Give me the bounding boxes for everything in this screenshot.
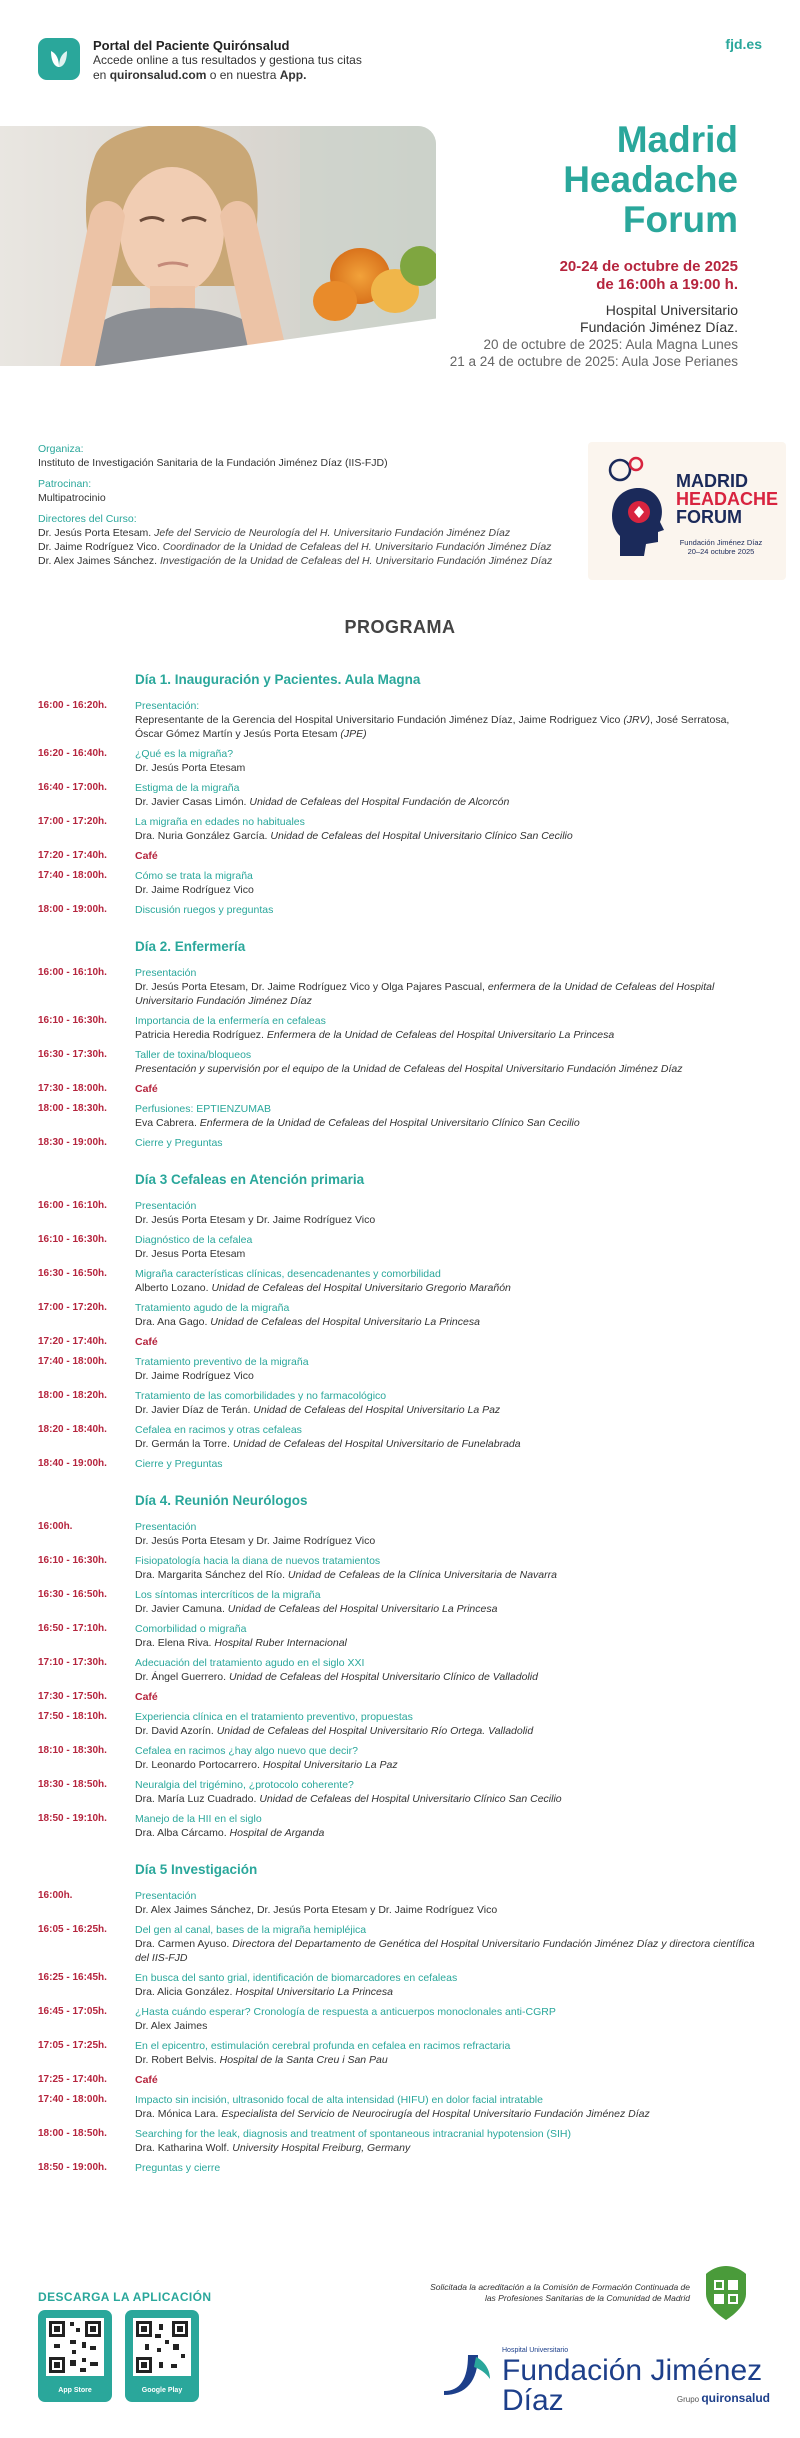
session-title: Experiencia clínica en el tratamiento preventivo, propuestas	[135, 1711, 413, 1723]
session-time: 18:00 - 18:50h.	[38, 2128, 107, 2139]
day-title: Día 5 Investigación	[135, 1862, 258, 1877]
session-title: Cierre y Preguntas	[135, 1458, 223, 1470]
session-time: 16:00 - 16:20h.	[38, 700, 107, 711]
schedule-row	[38, 1082, 758, 1096]
schedule-row	[38, 1423, 758, 1451]
session-speaker: Dra. Katharina Wolf. University Hospital Freiburg, Germany	[135, 2142, 411, 2154]
schedule-row	[38, 1812, 758, 1840]
session-time: 16:00h.	[38, 1521, 73, 1532]
event-title-line2: Headache	[563, 159, 738, 200]
session-time: 16:10 - 16:30h.	[38, 1234, 107, 1245]
programa-heading: PROGRAMA	[344, 617, 456, 637]
schedule-row	[38, 903, 758, 917]
head-silhouette-icon	[606, 456, 672, 566]
session-speaker: Dr. David Azorín. Unidad de Cefaleas del Hospital Universitario Río Ortega. Valladolid	[135, 1725, 534, 1737]
session-speaker: Dr. Jesús Porta Etesam, Dr. Jaime Rodríguez Vico y Olga Pajares Pascual, enfermera de la Unidad de Cefaleas del Hospital Universitario Fundación Jiménez Díaz	[135, 981, 715, 1007]
app-store-qr-button[interactable]	[38, 2310, 112, 2402]
session-time: 17:30 - 18:00h.	[38, 1083, 107, 1094]
event-title-line3: Forum	[622, 199, 738, 240]
session-title: Tratamiento de las comorbilidades y no farmacológico	[135, 1390, 387, 1402]
badge-sub1: Fundación Jiménez Díaz	[679, 538, 763, 547]
session-title: Presentación:	[135, 700, 200, 712]
schedule-row	[38, 869, 758, 897]
patrocinan-label: Patrocinan:	[38, 478, 92, 490]
venue-line1: Hospital Universitario	[605, 302, 738, 318]
session-speaker: Dra. Nuria González García. Unidad de Cefaleas del Hospital Universitario Clínico San Cecilio	[135, 830, 573, 842]
program-day-5	[38, 1862, 758, 2175]
portal-paciente-banner	[38, 38, 362, 83]
google-play-qr-button[interactable]	[125, 2310, 199, 2402]
fjd-site-link[interactable]: fjd.es	[725, 36, 762, 52]
schedule-row	[38, 1048, 758, 1076]
session-time: 16:40 - 17:00h.	[38, 782, 107, 793]
schedule-row	[38, 747, 758, 775]
coffee-break: Café	[135, 850, 158, 862]
schedule-row	[38, 1690, 758, 1704]
session-time: 16:45 - 17:05h.	[38, 2006, 107, 2017]
badge-line3: FORUM	[676, 507, 742, 527]
session-time: 17:50 - 18:10h.	[38, 1711, 107, 1722]
session-speaker: Dra. Carmen Ayuso. Directora del Departamento de Genética del Hospital Universitario Fundación Jiménez Díaz y directora científica del IIS-FJD	[135, 1938, 755, 1964]
session-title: ¿Hasta cuándo esperar? Cronología de respuesta a anticuerpos monoclonales anti-CGRP	[135, 2006, 556, 2018]
session-speaker: Dr. Jaime Rodríguez Vico	[135, 1370, 254, 1382]
session-title: Manejo de la HII en el siglo	[135, 1813, 262, 1825]
session-time: 18:30 - 18:50h.	[38, 1779, 107, 1790]
badge-sub2: 20–24 octubre 2025	[687, 547, 755, 556]
schedule-row	[38, 1301, 758, 1329]
schedule-row	[38, 1335, 758, 1349]
session-speaker: Dr. Jesús Porta Etesam y Dr. Jaime Rodríguez Vico	[135, 1214, 376, 1226]
coffee-break: Café	[135, 1691, 158, 1703]
qr-code-icon	[133, 2318, 191, 2376]
schedule-row	[38, 815, 758, 843]
session-speaker: Dr. Alex Jaimes	[135, 2020, 208, 2032]
quironsalud-link[interactable]: quironsalud.com	[109, 68, 207, 82]
directores-label: Directores del Curso:	[38, 513, 137, 525]
madrid-headache-forum-badge	[588, 442, 786, 580]
qr-code-icon	[46, 2318, 104, 2376]
session-speaker: Dr. Robert Belvis. Hospital de la Santa Creu i San Pau	[135, 2054, 388, 2066]
session-time: 18:10 - 18:30h.	[38, 1745, 107, 1756]
session-title: Searching for the leak, diagnosis and treatment of spontaneous intracranial hypotension (SIH)	[135, 2128, 572, 2140]
schedule-row	[38, 1457, 758, 1471]
session-time: 18:00 - 19:00h.	[38, 904, 107, 915]
patrocinan-value: Multipatrocinio	[38, 492, 106, 504]
session-time: 17:05 - 17:25h.	[38, 2040, 107, 2051]
schedule-row	[38, 1102, 758, 1130]
quironsalud-app-icon	[38, 38, 80, 80]
program-day-1	[38, 672, 758, 917]
session-time: 18:50 - 19:00h.	[38, 2162, 107, 2173]
session-time: 16:10 - 16:30h.	[38, 1015, 107, 1026]
event-hours: de 16:00h a 19:00 h.	[596, 276, 738, 293]
session-speaker: Representante de la Gerencia del Hospital Universitario Fundación Jiménez Díaz, Jaime Rodriguez Vico (JRV), José Serratosa, Óscar Gómez Martín y Jesús Porta Etesam (JPE)	[135, 714, 730, 740]
session-title: Cierre y Preguntas	[135, 1137, 223, 1149]
schedule-row	[38, 1520, 758, 1548]
organiza-value: Instituto de Investigación Sanitaria de la Fundación Jiménez Díaz (IIS-FJD)	[38, 457, 388, 469]
session-title: Impacto sin incisión, ultrasonido focal de alta intensidad (HIFU) en dolor facial intratable	[135, 2094, 543, 2106]
schedule-row	[38, 699, 758, 741]
schedule-row	[38, 1622, 758, 1650]
session-speaker: Dr. Leonardo Portocarrero. Hospital Universitario La Paz	[135, 1759, 398, 1771]
schedule-row	[38, 1389, 758, 1417]
session-time: 18:50 - 19:10h.	[38, 1813, 107, 1824]
session-speaker: Dra. Alba Cárcamo. Hospital de Arganda	[135, 1827, 325, 1839]
session-speaker: Dra. Mónica Lara. Especialista del Servicio de Neurocirugía del Hospital Universitario Fundación Jiménez Díaz	[135, 2108, 650, 2120]
session-title: Presentación	[135, 967, 197, 979]
session-time: 16:00 - 16:10h.	[38, 967, 107, 978]
venue-line4: 21 a 24 de octubre de 2025: Aula Jose Perianes	[449, 354, 738, 369]
schedule-row	[38, 2005, 758, 2033]
session-speaker: Dr. Jesús Porta Etesam	[135, 762, 246, 774]
schedule-row	[38, 1889, 758, 1917]
coffee-break: Café	[135, 1083, 158, 1095]
schedule-row	[38, 1355, 758, 1383]
session-title: Migraña características clínicas, desencadenantes y comorbilidad	[135, 1268, 441, 1280]
session-time: 17:20 - 17:40h.	[38, 850, 107, 861]
schedule-row	[38, 2093, 758, 2121]
session-title: Diagnóstico de la cefalea	[135, 1234, 253, 1246]
session-time: 17:00 - 17:20h.	[38, 816, 107, 827]
badge-line2: HEADACHE	[676, 489, 779, 509]
schedule-row	[38, 849, 758, 863]
organiza-label: Organiza:	[38, 443, 84, 455]
session-speaker: Dra. Elena Riva. Hospital Ruber Internacional	[135, 1637, 347, 1649]
session-time: 16:30 - 17:30h.	[38, 1049, 107, 1060]
schedule-row	[38, 1971, 758, 1999]
day-title: Día 2. Enfermería	[135, 939, 246, 954]
session-title: La migraña en edades no habituales	[135, 816, 305, 828]
app-store-label: App Store	[58, 2387, 92, 2394]
session-time: 16:20 - 16:40h.	[38, 748, 107, 759]
day-title: Día 3 Cefaleas en Atención primaria	[135, 1172, 365, 1187]
session-speaker: Patricia Heredia Rodríguez. Enfermera de la Unidad de Cefaleas del Hospital Universitario La Princesa	[135, 1029, 615, 1041]
schedule-row	[38, 2127, 758, 2155]
schedule-row	[38, 1710, 758, 1738]
session-speaker: Dr. Javier Camuna. Unidad de Cefaleas del Hospital Universitario La Princesa	[135, 1603, 498, 1615]
session-speaker: Dr. Jesus Porta Etesam	[135, 1248, 246, 1260]
director-2: Dr. Jaime Rodríguez Vico. Coordinador de la Unidad de Cefaleas del H. Universitario Fundación Jiménez Díaz	[38, 541, 552, 553]
fjd-name: Fundación Jiménez Díaz	[502, 2354, 763, 2417]
day-title: Día 4. Reunión Neurólogos	[135, 1493, 308, 1508]
download-app-label: DESCARGA LA APLICACIÓN	[38, 2290, 212, 2304]
session-title: En busca del santo grial, identificación de biomarcadores en cefaleas	[135, 1972, 458, 1984]
schedule-row	[38, 2039, 758, 2067]
session-title: Cómo se trata la migraña	[135, 870, 253, 882]
program-day-4	[38, 1493, 758, 1840]
session-time: 17:00 - 17:20h.	[38, 1302, 107, 1313]
session-time: 18:30 - 19:00h.	[38, 1137, 107, 1148]
portal-line2: en quironsalud.com o en nuestra App.	[93, 68, 307, 82]
schedule-row	[38, 2073, 758, 2087]
session-time: 17:25 - 17:40h.	[38, 2074, 107, 2085]
venue-line3: 20 de octubre de 2025: Aula Magna Lunes	[483, 337, 738, 352]
coffee-break: Café	[135, 2074, 158, 2086]
fjd-hospital-label: Hospital Universitario	[502, 2347, 569, 2354]
session-time: 17:40 - 18:00h.	[38, 870, 107, 881]
session-title: Preguntas y cierre	[135, 2162, 221, 2174]
session-time: 18:00 - 18:20h.	[38, 1390, 107, 1401]
schedule-row	[38, 1778, 758, 1806]
program-schedule	[38, 672, 758, 2197]
coffee-break: Café	[135, 1336, 158, 1348]
session-speaker: Dra. María Luz Cuadrado. Unidad de Cefaleas del Hospital Universitario Clínico San Cecilio	[135, 1793, 562, 1805]
session-title: Fisiopatología hacia la diana de nuevos tratamientos	[135, 1555, 381, 1567]
fundacion-jimenez-diaz-logo	[440, 2347, 770, 2417]
grupo-quironsalud: Grupo quironsalud	[676, 2391, 770, 2405]
session-time: 17:20 - 17:40h.	[38, 1336, 107, 1347]
session-speaker: Dr. Ángel Guerrero. Unidad de Cefaleas del Hospital Universitario Clínico de Valladolid	[135, 1671, 538, 1683]
session-title: En el epicentro, estimulación cerebral profunda en cefalea en racimos refractaria	[135, 2040, 511, 2052]
schedule-row	[38, 1136, 758, 1150]
session-title: Los síntomas intercríticos de la migraña	[135, 1589, 321, 1601]
session-time: 16:30 - 16:50h.	[38, 1268, 107, 1279]
session-title: Presentación	[135, 1521, 197, 1533]
session-title: ¿Qué es la migraña?	[135, 748, 234, 760]
schedule-row	[38, 1267, 758, 1295]
session-speaker: Dr. Alex Jaimes Sánchez, Dr. Jesús Porta Etesam y Dr. Jaime Rodríguez Vico	[135, 1904, 498, 1916]
session-time: 16:25 - 16:45h.	[38, 1972, 107, 1983]
comunidad-madrid-seal-icon	[698, 2264, 754, 2324]
session-time: 17:40 - 18:00h.	[38, 2094, 107, 2105]
session-time: 18:00 - 18:30h.	[38, 1103, 107, 1114]
schedule-row	[38, 1923, 758, 1965]
session-title: Discusión ruegos y preguntas	[135, 904, 274, 916]
session-title: Presentación	[135, 1200, 197, 1212]
day-title: Día 1. Inauguración y Pacientes. Aula Magna	[135, 672, 421, 687]
session-title: Comorbilidad o migraña	[135, 1623, 247, 1635]
schedule-row	[38, 781, 758, 809]
session-speaker: Dra. Ana Gago. Unidad de Cefaleas del Hospital Universitario La Princesa	[135, 1316, 480, 1328]
session-time: 16:00h.	[38, 1890, 73, 1901]
session-speaker: Dr. Javier Casas Limón. Unidad de Cefaleas del Hospital Fundación de Alcorcón	[135, 796, 510, 808]
schedule-row	[38, 1656, 758, 1684]
director-1: Dr. Jesús Porta Etesam. Jefe del Servicio de Neurología del H. Universitario Fundación Jiménez Díaz	[38, 527, 511, 539]
session-time: 17:10 - 17:30h.	[38, 1657, 107, 1668]
session-time: 16:10 - 16:30h.	[38, 1555, 107, 1566]
venue-line2: Fundación Jiménez Díaz.	[580, 319, 738, 335]
session-speaker: Dra. Alicia González. Hospital Universitario La Princesa	[135, 1986, 393, 1998]
schedule-row	[38, 1199, 758, 1227]
session-time: 16:05 - 16:25h.	[38, 1924, 107, 1935]
event-title-block	[450, 120, 738, 370]
schedule-row	[38, 1014, 758, 1042]
session-speaker: Eva Cabrera. Enfermera de la Unidad de Cefaleas del Hospital Universitario Clínico San Cecilio	[135, 1117, 580, 1129]
session-speaker: Presentación y supervisión por el equipo de la Unidad de Cefaleas del Hospital Universitario Fundación Jiménez Díaz	[135, 1063, 683, 1075]
fjd-swoosh-icon	[440, 2351, 496, 2395]
schedule-row	[38, 1744, 758, 1772]
schedule-row	[38, 1233, 758, 1261]
event-dates: 20-24 de octubre de 2025	[559, 258, 738, 275]
session-speaker: Dr. Jesús Porta Etesam y Dr. Jaime Rodríguez Vico	[135, 1535, 376, 1547]
director-3: Dr. Alex Jaimes Sánchez. Investigación de la Unidad de Cefaleas del H. Universitario Fundación Jiménez Díaz	[38, 555, 553, 567]
session-title: Presentación	[135, 1890, 197, 1902]
program-day-3	[38, 1172, 758, 1471]
session-title: Del gen al canal, bases de la migraña hemipléjica	[135, 1924, 367, 1936]
schedule-row	[38, 1588, 758, 1616]
accreditation-note: Solicitada la acreditación a la Comisión de Formación Continuada de las Profesiones Sanitarias de la Comunidad de Madrid	[430, 2282, 690, 2303]
session-speaker: Dr. Germán la Torre. Unidad de Cefaleas del Hospital Universitario de Funelabrada	[135, 1438, 521, 1450]
session-title: Cefalea en racimos y otras cefaleas	[135, 1424, 302, 1436]
session-time: 18:40 - 19:00h.	[38, 1458, 107, 1469]
session-title: Perfusiones: EPTIENZUMAB	[135, 1103, 271, 1115]
program-day-2	[38, 939, 758, 1150]
session-title: Tratamiento agudo de la migraña	[135, 1302, 290, 1314]
google-play-label: Google Play	[141, 2387, 183, 2394]
session-title: Adecuación del tratamiento agudo en el siglo XXI	[135, 1657, 365, 1669]
session-speaker: Dr. Jaime Rodríguez Vico	[135, 884, 254, 896]
badge-line1: MADRID	[676, 471, 748, 491]
session-time: 17:40 - 18:00h.	[38, 1356, 107, 1367]
session-time: 17:30 - 17:50h.	[38, 1691, 107, 1702]
portal-title: Portal del Paciente Quirónsalud	[93, 38, 290, 53]
session-title: Neuralgia del trigémino, ¿protocolo coherente?	[135, 1779, 354, 1791]
session-speaker: Dr. Javier Díaz de Terán. Unidad de Cefaleas del Hospital Universitario La Paz	[135, 1404, 501, 1416]
session-time: 16:30 - 16:50h.	[38, 1589, 107, 1600]
session-title: Importancia de la enfermería en cefaleas	[135, 1015, 326, 1027]
portal-line1: Accede online a tus resultados y gestiona tus citas	[93, 53, 362, 67]
session-speaker: Dra. Margarita Sánchez del Río. Unidad de Cefaleas de la Clínica Universitaria de Navarra	[135, 1569, 557, 1581]
session-title: Estigma de la migraña	[135, 782, 240, 794]
organization-info	[38, 442, 578, 568]
session-speaker: Alberto Lozano. Unidad de Cefaleas del Hospital Universitario Gregorio Marañón	[135, 1282, 511, 1294]
event-title-line1: Madrid	[616, 119, 738, 160]
session-time: 16:00 - 16:10h.	[38, 1200, 107, 1211]
session-title: Cefalea en racimos ¿hay algo nuevo que decir?	[135, 1745, 358, 1757]
session-time: 18:20 - 18:40h.	[38, 1424, 107, 1435]
schedule-row	[38, 2161, 758, 2175]
schedule-row	[38, 966, 758, 1008]
session-time: 16:50 - 17:10h.	[38, 1623, 107, 1634]
session-title: Taller de toxina/bloqueos	[135, 1049, 252, 1061]
schedule-row	[38, 1554, 758, 1582]
session-title: Tratamiento preventivo de la migraña	[135, 1356, 309, 1368]
